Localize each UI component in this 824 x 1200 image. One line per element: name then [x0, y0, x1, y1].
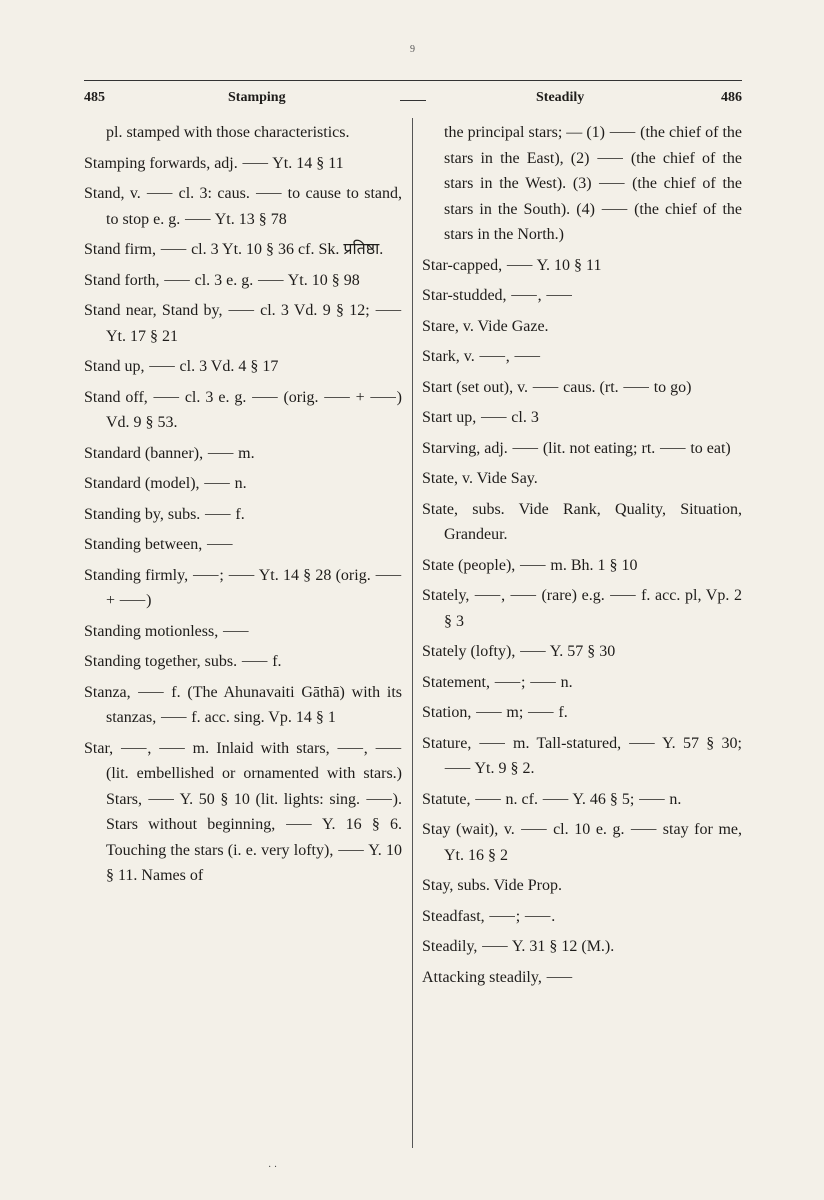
dictionary-entry: Statute, ⸺ n. cf. ⸺ Y. 46 § 5; ⸺ n.: [422, 790, 682, 808]
dictionary-entry: Statement, ⸺; ⸺ n.: [422, 673, 573, 691]
dictionary-entry: Start up, ⸺ cl. 3: [422, 409, 539, 426]
dictionary-entry: Steadily, ⸺ Y. 31 § 12 (M.).: [422, 938, 615, 955]
right-page-number: 486: [721, 90, 742, 105]
right-headword: Steadily: [536, 90, 585, 105]
dictionary-entry: Stamping forwards, adj. ⸺ Yt. 14 § 11: [84, 154, 344, 172]
right-column: [422, 120, 742, 995]
dictionary-entry: State (people), ⸺ m. Bh. 1 § 10: [422, 556, 638, 574]
header-rule-top: [84, 80, 742, 81]
left-column: [84, 120, 402, 894]
dictionary-entry: Standing between, ⸺: [84, 536, 234, 553]
dictionary-entry: Standing firmly, ⸺; ⸺ Yt. 14 § 28 (orig. ⸺ + ⸺): [84, 566, 402, 609]
left-headword: Stamping: [228, 90, 286, 105]
dictionary-entry: Stature, ⸺ m. Tall-statured, ⸺ Y. 57 § 30; ⸺ Yt. 9 § 2.: [422, 734, 742, 777]
dictionary-entry: Standing motionless, ⸺: [84, 622, 250, 640]
dictionary-entry: Steadfast, ⸺; ⸺.: [422, 907, 556, 925]
dictionary-entry: Star, ⸺, ⸺ m. Inlaid with stars, ⸺, ⸺ (lit. embellished or ornamented with stars.) Stars, ⸺ Y. 50 § 10 (lit. lights: sing. ⸺). Stars without beginning, ⸺ Y. 16 § 6. Touching the stars (i. e. very lofty), ⸺ Y. 10 § 11. Names of: [84, 739, 402, 884]
dictionary-entry: Stay, subs. Vide Prop.: [422, 877, 562, 894]
running-header: [84, 90, 742, 112]
dictionary-entry: Stand near, Stand by, ⸺ cl. 3 Vd. 9 § 12; ⸺ Yt. 17 § 21: [84, 302, 402, 345]
dictionary-entry: State, v. Vide Say.: [422, 470, 538, 487]
dictionary-entry: State, subs. Vide Rank, Quality, Situation, Grandeur.: [422, 500, 742, 543]
dictionary-entry: Standing together, subs. ⸺ f.: [84, 653, 282, 670]
dictionary-entry: Star-studded, ⸺, ⸺: [422, 287, 573, 304]
dictionary-entry: Standard (banner), ⸺ m.: [84, 444, 255, 462]
dictionary-entry: the principal stars; — (1) ⸺ (the chief of the stars in the East), (2) ⸺ (the chief of the stars in the West). (3) ⸺ (the chief of the stars in the South). (4) ⸺ (the chief of the stars in the North.): [444, 124, 742, 243]
dictionary-entry: Stand forth, ⸺ cl. 3 e. g. ⸺ Yt. 10 § 98: [84, 271, 360, 289]
dictionary-entry: Stanza, ⸺ f. (The Ahunavaiti Gāthā) with its stanzas, ⸺ f. acc. sing. Vp. 14 § 1: [84, 683, 402, 726]
dictionary-entry: Start (set out), v. ⸺ caus. (rt. ⸺ to go): [422, 378, 692, 396]
dictionary-entry: Starving, adj. ⸺ (lit. not eating; rt. ⸺ to eat): [422, 439, 731, 457]
bottom-mark: · ·: [268, 1162, 278, 1173]
dictionary-entry: Star-capped, ⸺ Y. 10 § 11: [422, 256, 602, 274]
top-mark: 9: [410, 44, 415, 55]
dictionary-entry: Attacking steadily, ⸺: [422, 968, 573, 986]
dictionary-entry: Standing by, subs. ⸺ f.: [84, 505, 245, 523]
dictionary-entry: Stately, ⸺, ⸺ (rare) e.g. ⸺ f. acc. pl, Vp. 2 § 3: [422, 587, 742, 630]
column-divider: [412, 118, 413, 1148]
dictionary-entry: Stare, v. Vide Gaze.: [422, 317, 549, 335]
dictionary-entry: Stand off, ⸺ cl. 3 e. g. ⸺ (orig. ⸺ + ⸺) Vd. 9 § 53.: [84, 388, 402, 431]
dictionary-entry: Stand, v. ⸺ cl. 3: caus. ⸺ to cause to stand, to stop e. g. ⸺ Yt. 13 § 78: [84, 185, 402, 228]
dictionary-entry: Stark, v. ⸺, ⸺: [422, 348, 541, 365]
dictionary-entry: Station, ⸺ m; ⸺ f.: [422, 704, 568, 721]
dictionary-entry: Stand firm, ⸺ cl. 3 Yt. 10 § 36 cf. Sk. प्रतिष्ठा.: [84, 241, 384, 258]
dictionary-entry: pl. stamped with those characteristics.: [106, 124, 350, 141]
header-dash: [400, 100, 426, 101]
dictionary-entry: Stately (lofty), ⸺ Y. 57 § 30: [422, 643, 616, 660]
dictionary-entry: Standard (model), ⸺ n.: [84, 475, 247, 492]
dictionary-entry: Stay (wait), v. ⸺ cl. 10 e. g. ⸺ stay for me, Yt. 16 § 2: [422, 821, 742, 864]
left-page-number: 485: [84, 90, 105, 105]
dictionary-entry: Stand up, ⸺ cl. 3 Vd. 4 § 17: [84, 358, 279, 375]
